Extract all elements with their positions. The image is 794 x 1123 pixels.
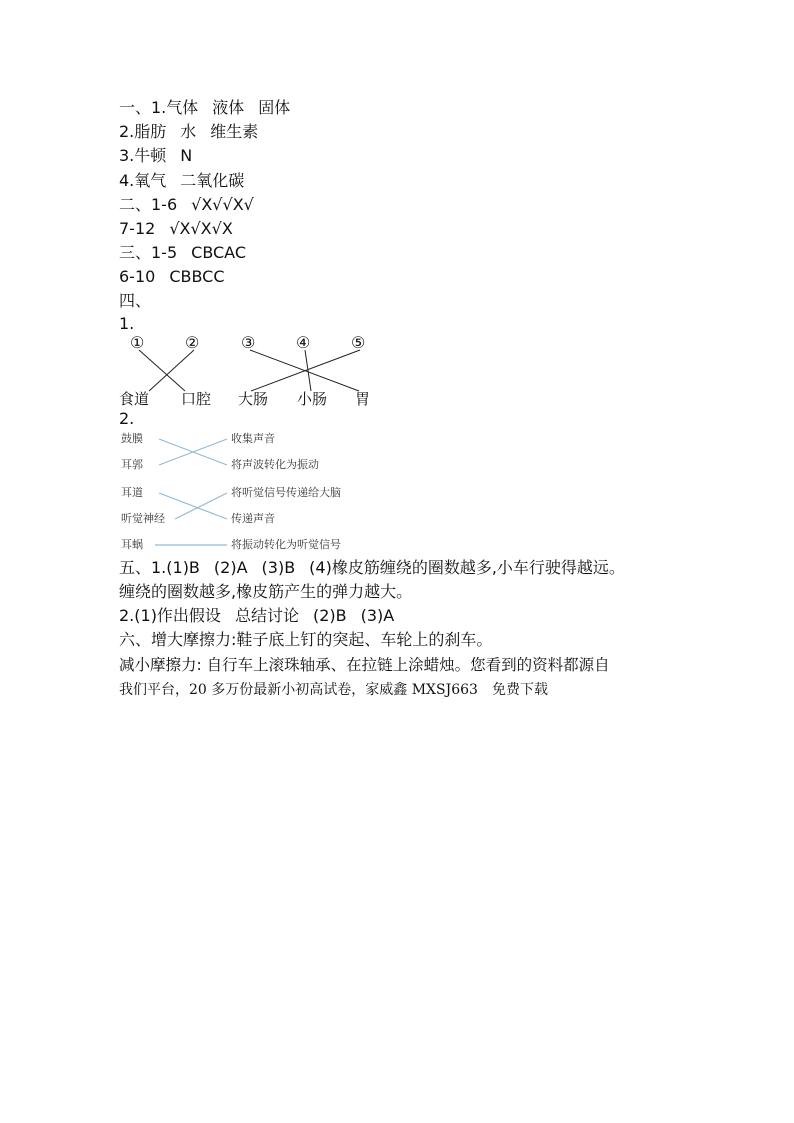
text: 一、1.气体: [119, 98, 199, 117]
text: 免费下载: [491, 682, 548, 698]
answer-line-12: [119, 557, 625, 579]
function-label: 将声波转化为振动: [231, 458, 319, 471]
text: 6-10: [119, 267, 156, 286]
number-label: ②: [185, 333, 200, 352]
function-label: 收集声音: [231, 432, 275, 445]
text: 液体: [212, 98, 245, 117]
text: 维生素: [210, 122, 259, 141]
answer-line-2: [119, 121, 258, 143]
function-label: 将听觉信号传递给大脑: [231, 486, 341, 499]
function-label: 将振动转化为听觉信号: [231, 538, 341, 551]
text: CBCAC: [191, 243, 247, 262]
answer-line-9: 四、: [119, 291, 152, 310]
text: 我们平台，20 多万份最新小初高试卷，家威鑫 MXSJ663: [119, 682, 478, 698]
organ-label: 小肠: [297, 390, 328, 408]
answer-line-13: 缠绕的圈数越多,橡皮筋产生的弹力越大。: [119, 582, 413, 601]
text: 2.(1)作出假设: [119, 606, 221, 625]
text: √X√X√X: [169, 219, 233, 238]
number-label: ①: [130, 333, 145, 352]
number-label: ⑤: [351, 333, 366, 352]
text: (2)A: [213, 558, 248, 577]
answer-line-15: 六、增大摩擦力:鞋子底上钉的突起、车轮上的刹车。: [119, 630, 493, 649]
text: 固体: [258, 98, 291, 117]
answer-line-4: [119, 170, 244, 192]
text: (4)橡皮筋缠绕的圈数越多,小车行驶得越远。: [309, 558, 625, 577]
answer-line-3: [119, 145, 192, 167]
footer-line: [119, 679, 548, 701]
text: (2)B: [312, 606, 347, 625]
number-label: ④: [296, 333, 311, 352]
text: 三、1-5: [119, 243, 178, 262]
answer-line-16: 减小摩擦力: 自行车上滚珠轴承、在拉链上涂蜡烛。您看到的资料都源自: [119, 656, 610, 674]
answer-line-7: [119, 242, 246, 264]
text: 总结讨论: [234, 606, 299, 625]
text: 7-12: [119, 219, 156, 238]
text: 4.氧气: [119, 171, 167, 190]
organ-label: 胃: [355, 390, 371, 408]
function-label: 传递声音: [231, 512, 275, 525]
text: 水: [180, 122, 197, 141]
matching-diagram-ear: [119, 428, 379, 556]
organ-label: 口腔: [181, 390, 212, 408]
match-line: [175, 493, 227, 519]
organ-label: 食道: [119, 390, 150, 408]
text: N: [180, 146, 193, 165]
answer-line-10: 1.: [119, 314, 135, 333]
text: (3)A: [360, 606, 395, 625]
ear-part-label: 听觉神经: [121, 512, 165, 525]
text: √X√√X√: [191, 195, 254, 214]
answer-line-6: [119, 218, 233, 240]
number-label: ③: [241, 333, 256, 352]
ear-part-label: 耳蜗: [121, 538, 143, 551]
text: 五、1.(1)B: [119, 558, 200, 577]
text: 二氧化碳: [180, 171, 245, 190]
answer-line-5: [119, 194, 254, 216]
answer-line-1: [119, 97, 290, 119]
matching-diagram-digestive: [119, 333, 379, 411]
text: CBBCC: [169, 267, 225, 286]
match-line: [149, 350, 194, 391]
text: (3)B: [261, 558, 296, 577]
answer-line-11: 2.: [119, 409, 135, 428]
ear-part-label: 耳道: [121, 486, 143, 499]
match-line: [159, 493, 227, 519]
text: 2.脂肪: [119, 122, 167, 141]
ear-part-label: 鼓膜: [121, 432, 143, 445]
text: 二、1-6: [119, 195, 178, 214]
match-line: [139, 350, 185, 391]
organ-label: 大肠: [238, 390, 269, 408]
text: 3.牛顿: [119, 146, 167, 165]
answer-line-14: [119, 605, 394, 627]
ear-part-label: 耳郭: [121, 458, 143, 471]
answer-line-8: [119, 266, 225, 288]
